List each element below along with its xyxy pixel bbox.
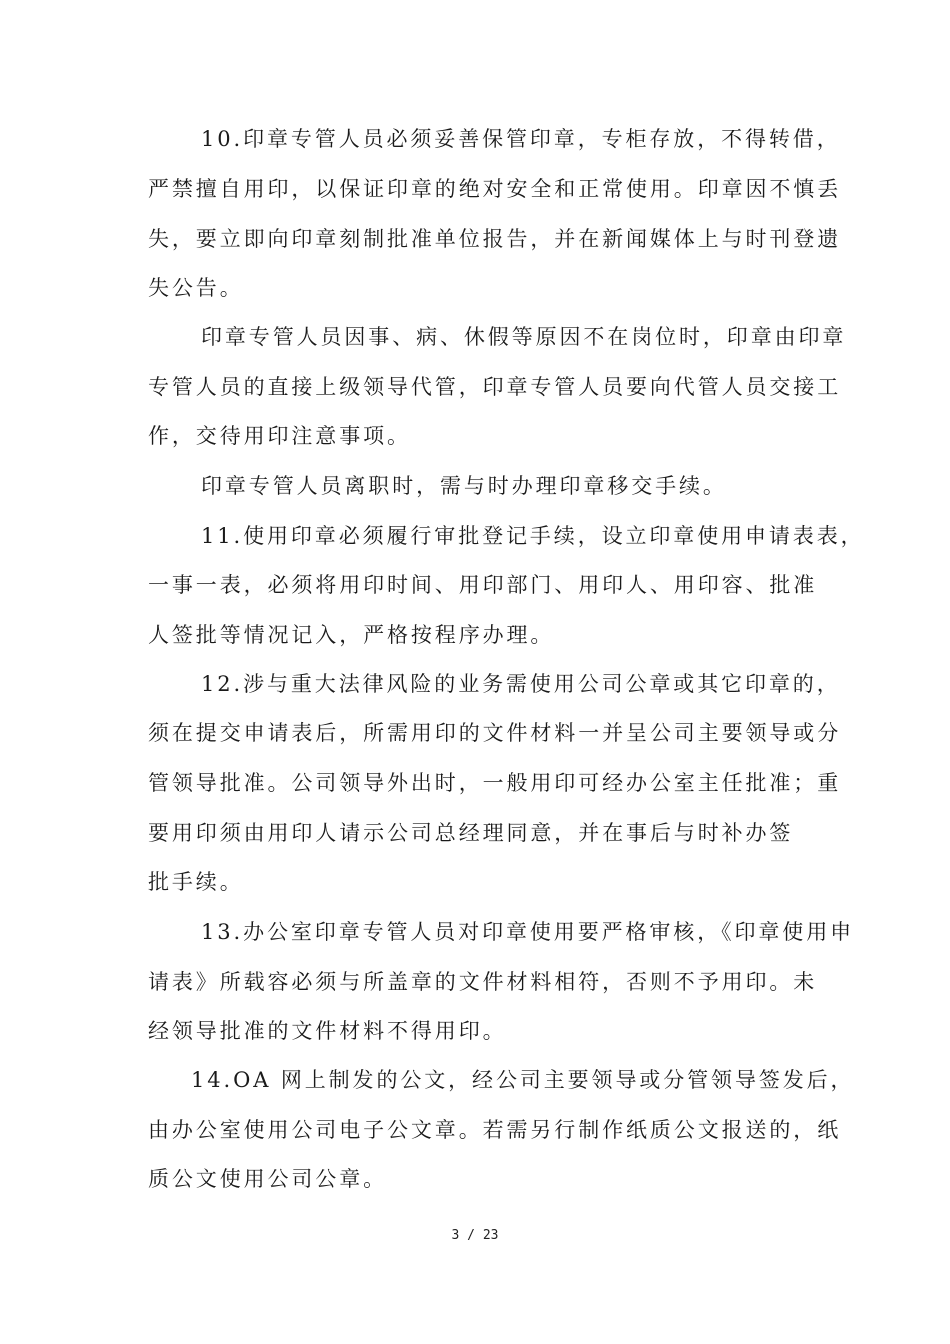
text-line: 10.印章专管人员必须妥善保管印章，专柜存放，不得转借， [201, 127, 841, 151]
text-line: 须在提交申请表后，所需用印的文件材料一并呈公司主要领导或分 [148, 721, 842, 745]
text-line: 失，要立即向印章刻制批准单位报告，并在新闻媒体上与时刊登遗 [148, 227, 842, 251]
text-line: 作，交待用印注意事项。 [148, 424, 411, 448]
page-number: 3 / 23 [451, 1228, 499, 1243]
text-line: 一事一表，必须将用印时间、用印部门、用印人、用印容、批准 [148, 573, 818, 597]
text-line: 印章专管人员离职时，需与时办理印章移交手续。 [201, 474, 727, 498]
text-line: 严禁擅自用印，以保证印章的绝对安全和正常使用。印章因不慎丢 [148, 177, 842, 201]
text-line: 由办公室使用公司电子公文章。若需另行制作纸质公文报送的，纸 [148, 1118, 842, 1142]
text-line: 人签批等情况记入，严格按程序办理。 [148, 623, 555, 647]
text-line: 质公文使用公司公章。 [148, 1167, 387, 1191]
text-line: 14.OA 网上制发的公文，经公司主要领导或分管领导签发后， [191, 1068, 855, 1092]
text-line: 专管人员的直接上级领导代管，印章专管人员要向代管人员交接工 [148, 375, 842, 399]
text-line: 12.涉与重大法律风险的业务需使用公司公章或其它印章的， [201, 672, 841, 696]
text-line: 请表》所载容必须与所盖章的文件材料相符，否则不予用印。未 [148, 970, 818, 994]
text-line: 失公告。 [148, 276, 244, 300]
text-line: 11.使用印章必须履行审批登记手续，设立印章使用申请表表， [201, 524, 865, 548]
text-line: 13.办公室印章专管人员对印章使用要严格审核，《印章使用申 [201, 920, 854, 944]
text-line: 印章专管人员因事、病、休假等原因不在岗位时，印章由印章 [201, 325, 847, 349]
text-line: 管领导批准。公司领导外出时，一般用印可经办公室主任批准；重 [148, 771, 842, 795]
text-line: 批手续。 [148, 870, 244, 894]
text-line: 要用印须由用印人请示公司总经理同意，并在事后与时补办签 [148, 821, 794, 845]
text-line: 经领导批准的文件材料不得用印。 [148, 1019, 507, 1043]
